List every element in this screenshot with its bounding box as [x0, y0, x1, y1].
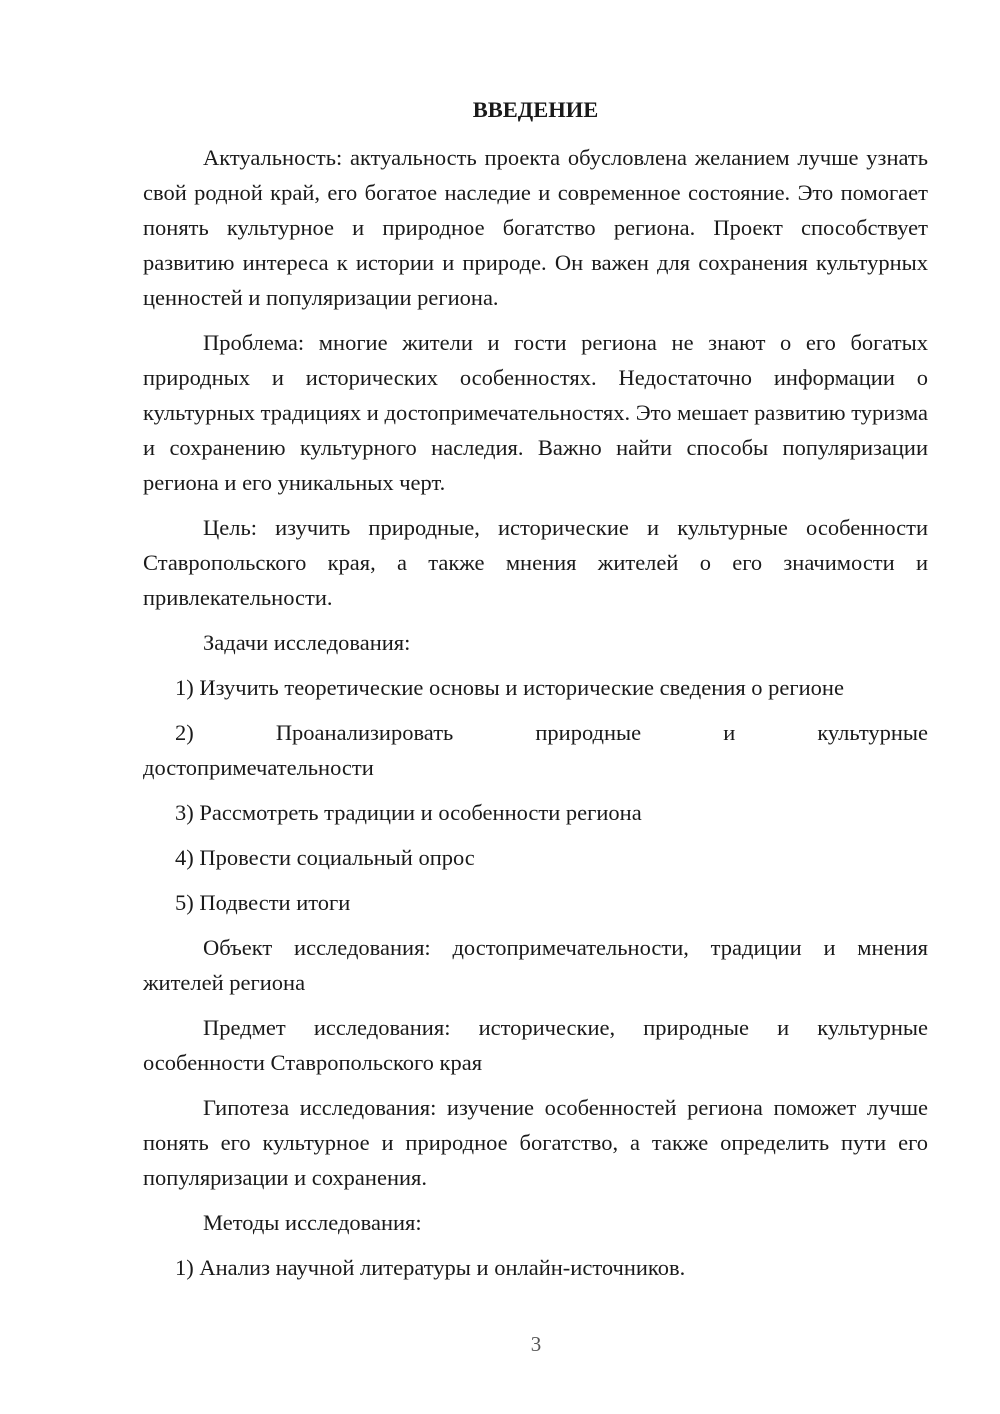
task-item-1: 1) Изучить теоретические основы и исторические сведения о регионе: [175, 675, 844, 700]
task-item-2-word: природные: [535, 720, 642, 745]
page-number: 3: [530, 1332, 542, 1356]
task-item-2-continuation: достопримечательности: [143, 755, 374, 780]
task-item-2-word: 2): [175, 720, 194, 745]
relevance-paragraph: Актуальность: актуальность проекта обусловлена желанием лучше узнать свой родной край, его богатое наследие и современное состояние. Это помогает понять культурное и природное богатство региона. Проект способствует развитию интереса к истории и природе. Он важен для сохранения культурных ценностей и популяризации региона.: [143, 145, 928, 310]
page-title: ВВЕДЕНИЕ: [472, 97, 599, 122]
method-item-1: 1) Анализ научной литературы и онлайн-источников.: [175, 1255, 686, 1280]
problem-paragraph: Проблема: многие жители и гости региона не знают о его богатых природных и исторических особенностях. Недостаточно информации о культурных традициях и достопримечательностях. Это мешает развитию туризма и сохранению культурного наследия. Важно найти способы популяризации региона и его уникальных черт.: [143, 330, 928, 495]
task-item-5: 5) Подвести итоги: [175, 890, 351, 915]
task-item-4: 4) Провести социальный опрос: [175, 845, 475, 870]
object-paragraph: Объект исследования: достопримечательности, традиции и мнения жителей региона: [143, 935, 928, 995]
tasks-heading: Задачи исследования:: [203, 630, 411, 655]
task-item-2: [143, 715, 928, 750]
task-item-2-word: культурные: [817, 720, 928, 745]
hypothesis-paragraph: Гипотеза исследования: изучение особенностей региона поможет лучше понять его культурное и природное богатство, а также определить пути его популяризации и сохранения.: [143, 1095, 928, 1190]
page-content: [143, 94, 928, 1295]
task-item-2-word: и: [723, 720, 736, 745]
subject-paragraph: Предмет исследования: исторические, природные и культурные особенности Ставропольского края: [143, 1015, 928, 1075]
task-item-3: 3) Рассмотреть традиции и особенности региона: [175, 800, 642, 825]
goal-paragraph: Цель: изучить природные, исторические и культурные особенности Ставропольского края, а также мнения жителей о его значимости и привлекательности.: [143, 515, 928, 610]
methods-heading: Методы исследования:: [203, 1210, 422, 1235]
task-item-2-word: Проанализировать: [275, 720, 454, 745]
